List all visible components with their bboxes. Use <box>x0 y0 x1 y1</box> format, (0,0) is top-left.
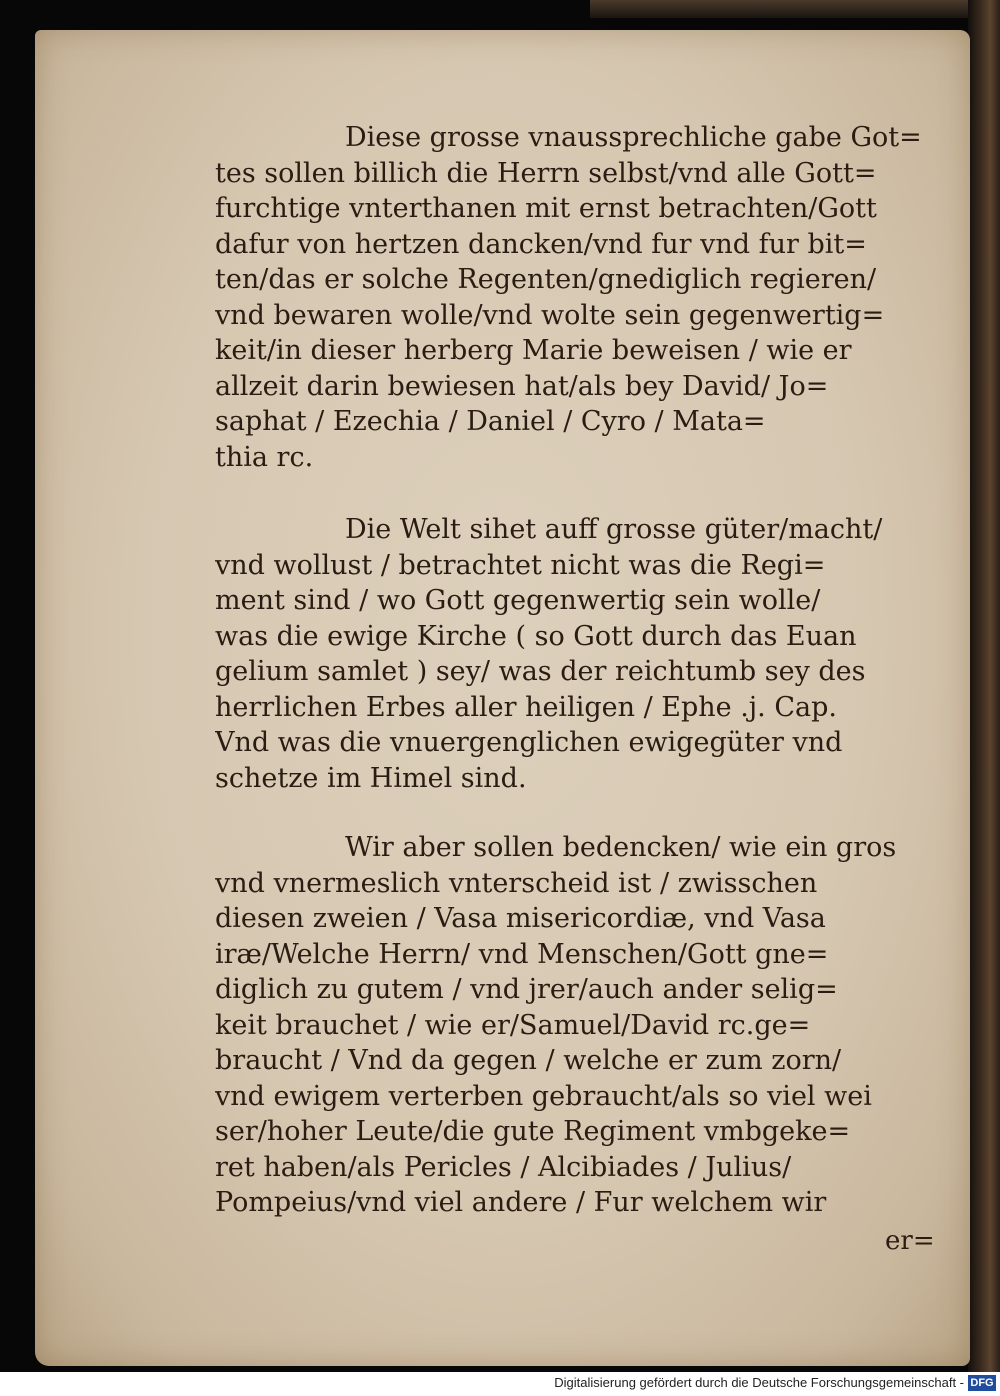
text-line: keit/in dieser herberg Marie beweisen / wie er <box>215 335 852 366</box>
book-edge <box>968 0 1000 1372</box>
text-line: thia rc. <box>215 441 314 473</box>
text-line: vnd wollust / betrachtet nicht was die Regi= <box>215 549 826 581</box>
text-line: ser/hoher Leute/die gute Regiment vmbgeke= <box>215 1116 851 1147</box>
text-line: braucht / Vnd da gegen / welche er zum zorn/ <box>215 1045 842 1076</box>
dfg-logo: DFG <box>968 1375 996 1391</box>
digitization-footer <box>0 1372 1000 1396</box>
text-line: ret haben/als Pericles / Alcibiades / Julius/ <box>215 1151 792 1183</box>
text-line: allzeit darin bewiesen hat/als bey David/ Jo= <box>215 370 829 402</box>
paragraph-1 <box>215 120 935 475</box>
text-line: diesen zweien / Vasa misericordiæ, vnd Vasa <box>215 903 826 934</box>
text-line: saphat / Ezechia / Daniel / Cyro / Mata= <box>215 406 766 437</box>
text-line: tes sollen billich die Herrn selbst/vnd alle Gott= <box>215 157 877 189</box>
text-line: Die Welt sihet auff grosse güter/macht/ <box>345 514 883 545</box>
text-line: vnd ewigem verterben gebraucht/als so viel wei <box>215 1080 872 1112</box>
text-line: Diese grosse vnaussprechliche gabe Got= <box>345 122 922 153</box>
text-line: gelium samlet ) sey/ was der reichtumb sey des <box>215 656 866 687</box>
text-line: ten/das er solche Regenten/gnediglich regieren/ <box>215 264 877 295</box>
catchword: er= <box>885 1226 935 1256</box>
book-top-edge <box>590 0 1000 18</box>
text-line: Wir aber sollen bedencken/ wie ein gros <box>345 832 897 863</box>
text-line: schetze im Himel sind. <box>215 762 527 794</box>
text-line: ment sind / wo Gott gegenwertig sein wolle/ <box>215 585 821 616</box>
paragraph-2 <box>215 512 935 796</box>
text-line: keit brauchet / wie er/Samuel/David rc.ge= <box>215 1009 811 1041</box>
text-line: was die ewige Kirche ( so Gott durch das Euan <box>215 620 857 652</box>
text-line: Vnd was die vnuergenglichen ewigegüter vnd <box>215 727 843 758</box>
text-line: iræ/Welche Herrn/ vnd Menschen/Gott gne= <box>215 938 829 970</box>
text-line: vnd bewaren wolle/vnd wolte sein gegenwertig= <box>215 299 885 331</box>
text-line: herrlichen Erbes aller heiligen / Ephe .j. Cap. <box>215 691 837 723</box>
footer-credit: Digitalisierung gefördert durch die Deutsche Forschungsgemeinschaft - <box>554 1375 964 1390</box>
document-page <box>35 30 970 1366</box>
text-line: furchtige vnterthanen mit ernst betrachten/Gott <box>215 193 877 224</box>
text-line: vnd vnermeslich vnterscheid ist / zwisschen <box>215 867 818 899</box>
text-line: diglich zu gutem / vnd jrer/auch ander selig= <box>215 974 838 1005</box>
paragraph-3 <box>215 830 935 1221</box>
text-line: Pompeius/vnd viel andere / Fur welchem wir <box>215 1187 827 1218</box>
text-line: dafur von hertzen dancken/vnd fur vnd fur bit= <box>215 228 867 260</box>
